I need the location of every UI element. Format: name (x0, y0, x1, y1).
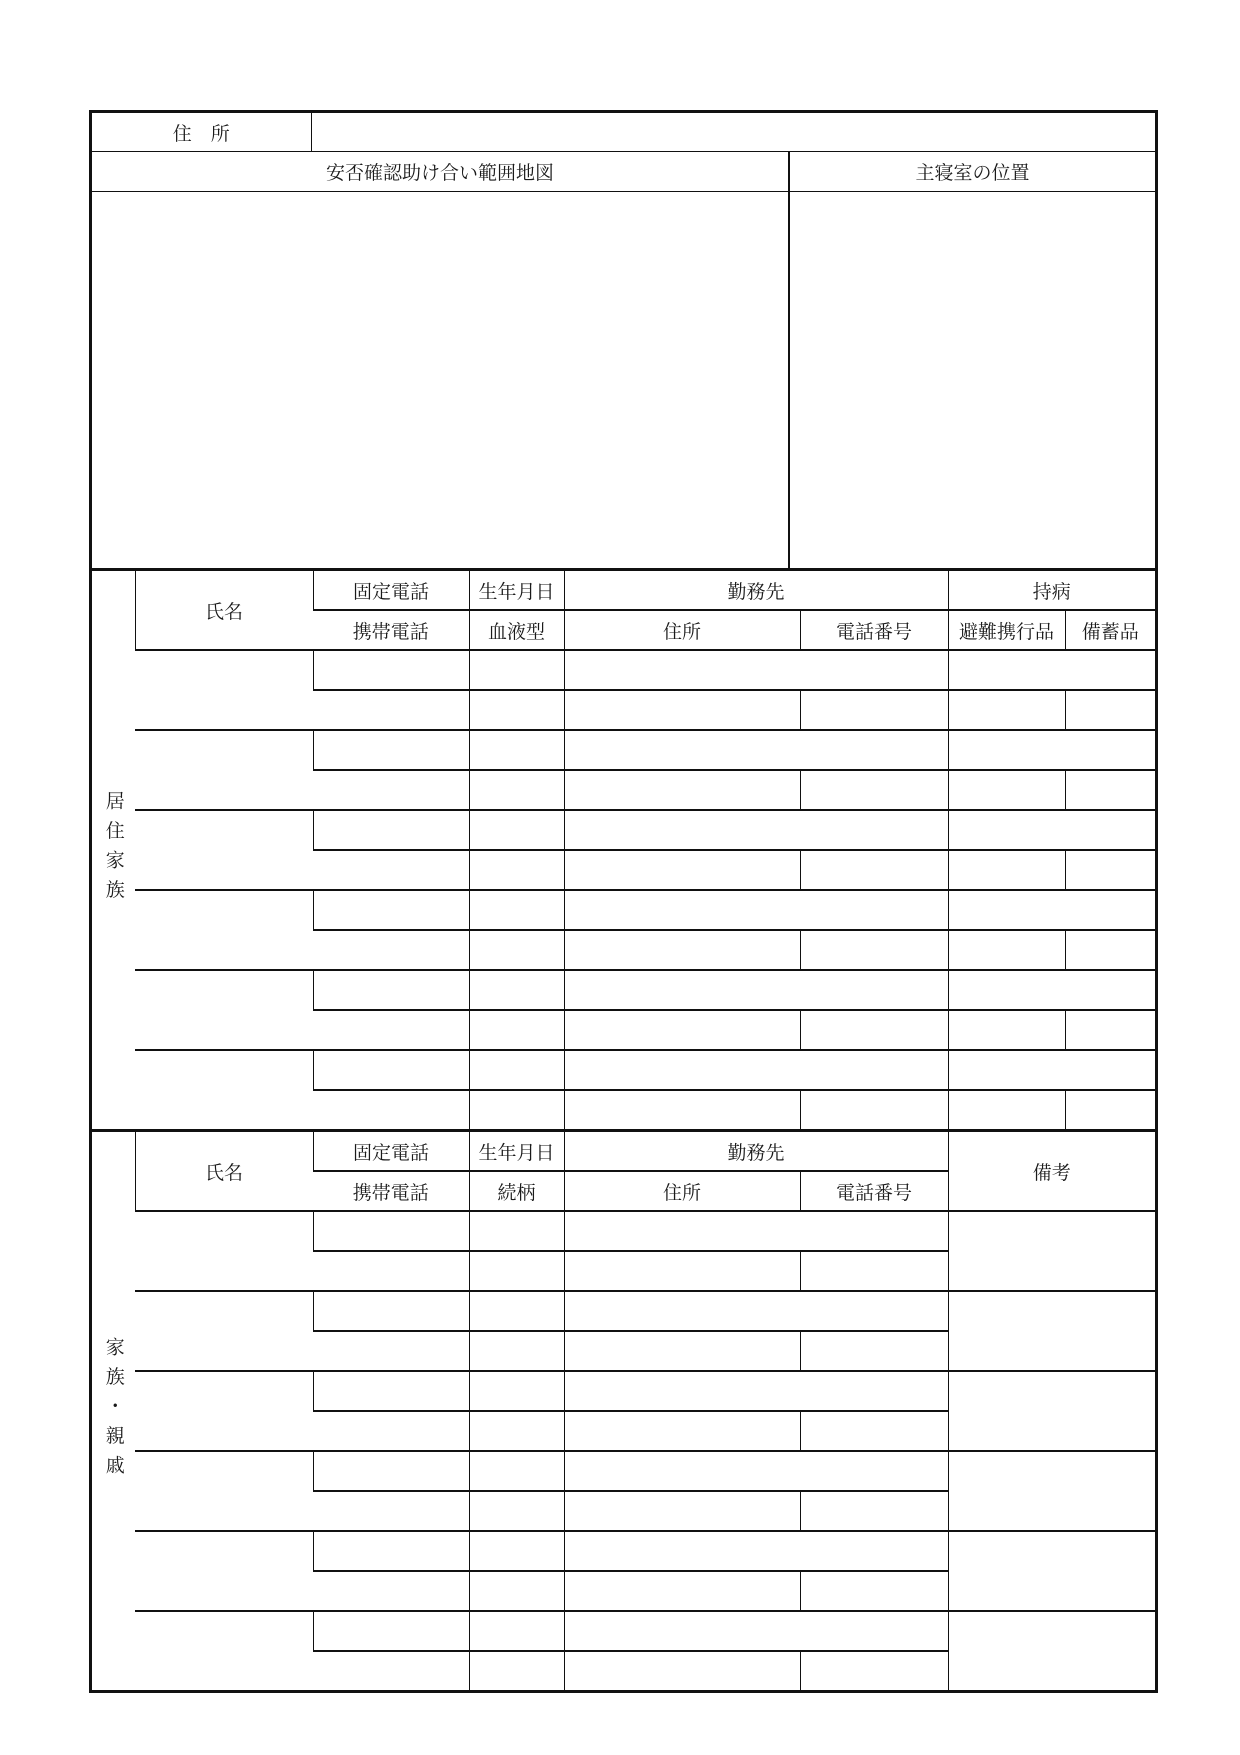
resident-mobile-cell (313, 690, 469, 730)
relative-relationship-cell (469, 1491, 564, 1531)
resident-header-bloodtype: 血液型 (469, 610, 564, 650)
relative-work-phone-cell (800, 1251, 948, 1291)
relative-mobile-cell (313, 1571, 469, 1611)
relative-work-address-cell (564, 1491, 800, 1531)
relative-name-cell (135, 1211, 313, 1291)
relative-name-cell (135, 1371, 313, 1451)
resident-header-workplace: 勤務先 (564, 570, 948, 611)
resident-illness-cell (948, 1050, 1155, 1090)
relative-relationship-cell (469, 1651, 564, 1690)
relative-workplace-name-cell (564, 1451, 948, 1491)
resident-header-landline: 固定電話 (313, 570, 469, 611)
resident-workplace-name-cell (564, 650, 948, 690)
resident-landline-cell (313, 730, 469, 770)
bedroom-location-box (789, 192, 1155, 569)
address-value-cell (311, 113, 1155, 151)
relative-work-address-cell (564, 1251, 800, 1291)
relative-work-phone-cell (800, 1651, 948, 1690)
resident-birthdate-cell (469, 890, 564, 930)
resident-mobile-cell (313, 770, 469, 810)
relatives-table (92, 1129, 1155, 1690)
relative-birthdate-cell (469, 1291, 564, 1331)
relative-remarks-cell (948, 1211, 1155, 1291)
resident-stockpile-cell (1065, 850, 1155, 890)
relative-workplace-name-cell (564, 1371, 948, 1411)
address-label: 住 所 (172, 123, 230, 145)
resident-work-address-cell (564, 690, 800, 730)
resident-work-address-cell (564, 930, 800, 970)
relative-work-address-cell (564, 1331, 800, 1371)
resident-name-cell (135, 730, 313, 810)
resident-birthdate-cell (469, 650, 564, 690)
relative-remarks-cell (948, 1531, 1155, 1611)
relative-mobile-cell (313, 1331, 469, 1371)
resident-evacuation-items-cell (948, 850, 1065, 890)
address-row-table (92, 113, 1155, 151)
resident-workplace-name-cell (564, 730, 948, 770)
resident-name-cell (135, 1050, 313, 1129)
relatives-header-birthdate: 生年月日 (469, 1131, 564, 1172)
resident-work-phone-cell (800, 690, 948, 730)
relative-relationship-cell (469, 1411, 564, 1451)
relatives-header-work-phone: 電話番号 (800, 1171, 948, 1211)
relative-relationship-cell (469, 1251, 564, 1291)
relatives-header-relationship: 続柄 (469, 1171, 564, 1211)
resident-mobile-cell (313, 930, 469, 970)
relative-name-cell (135, 1531, 313, 1611)
safety-map-header: 安否確認助け合い範囲地図 (92, 152, 789, 192)
relative-name-cell (135, 1291, 313, 1371)
resident-illness-cell (948, 890, 1155, 930)
resident-name-cell (135, 890, 313, 970)
resident-header-birthdate: 生年月日 (469, 570, 564, 611)
resident-workplace-name-cell (564, 890, 948, 930)
resident-birthdate-cell (469, 730, 564, 770)
relative-remarks-cell (948, 1611, 1155, 1690)
relative-birthdate-cell (469, 1211, 564, 1251)
resident-evacuation-items-cell (948, 1090, 1065, 1129)
relative-work-address-cell (564, 1411, 800, 1451)
resident-work-phone-cell (800, 930, 948, 970)
relative-landline-cell (313, 1291, 469, 1331)
relative-landline-cell (313, 1611, 469, 1651)
resident-stockpile-cell (1065, 770, 1155, 810)
resident-evacuation-items-cell (948, 930, 1065, 970)
relatives-header-work-address: 住所 (564, 1171, 800, 1211)
relative-remarks-cell (948, 1451, 1155, 1531)
resident-stockpile-cell (1065, 1010, 1155, 1050)
resident-bloodtype-cell (469, 1010, 564, 1050)
relative-workplace-name-cell (564, 1211, 948, 1251)
resident-bloodtype-cell (469, 930, 564, 970)
relative-mobile-cell (313, 1411, 469, 1451)
relative-work-address-cell (564, 1571, 800, 1611)
resident-work-phone-cell (800, 770, 948, 810)
resident-name-cell (135, 650, 313, 730)
relative-landline-cell (313, 1371, 469, 1411)
resident-work-phone-cell (800, 850, 948, 890)
resident-bloodtype-cell (469, 1090, 564, 1129)
resident-evacuation-items-cell (948, 690, 1065, 730)
resident-mobile-cell (313, 850, 469, 890)
resident-birthdate-cell (469, 970, 564, 1010)
resident-illness-cell (948, 650, 1155, 690)
relative-birthdate-cell (469, 1451, 564, 1491)
resident-header-illness: 持病 (948, 570, 1155, 611)
relative-remarks-cell (948, 1371, 1155, 1451)
relative-work-phone-cell (800, 1331, 948, 1371)
relative-relationship-cell (469, 1571, 564, 1611)
resident-section-label: 居住家族 (92, 570, 135, 1130)
resident-birthdate-cell (469, 810, 564, 850)
relative-workplace-name-cell (564, 1531, 948, 1571)
resident-header-work-phone: 電話番号 (800, 610, 948, 650)
resident-work-address-cell (564, 1090, 800, 1129)
resident-work-phone-cell (800, 1090, 948, 1129)
resident-landline-cell (313, 650, 469, 690)
relatives-header-landline: 固定電話 (313, 1131, 469, 1172)
resident-landline-cell (313, 810, 469, 850)
relatives-section-label: 家族・親戚 (92, 1131, 135, 1691)
relative-workplace-name-cell (564, 1611, 948, 1651)
relative-work-phone-cell (800, 1491, 948, 1531)
relative-work-phone-cell (800, 1571, 948, 1611)
relative-birthdate-cell (469, 1531, 564, 1571)
resident-work-phone-cell (800, 1010, 948, 1050)
resident-workplace-name-cell (564, 970, 948, 1010)
resident-birthdate-cell (469, 1050, 564, 1090)
relative-relationship-cell (469, 1331, 564, 1371)
relatives-header-mobile: 携帯電話 (313, 1171, 469, 1211)
safety-map-box (92, 192, 789, 569)
resident-header-mobile: 携帯電話 (313, 610, 469, 650)
relative-landline-cell (313, 1451, 469, 1491)
resident-stockpile-cell (1065, 930, 1155, 970)
relative-birthdate-cell (469, 1611, 564, 1651)
resident-evacuation-items-cell (948, 1010, 1065, 1050)
resident-landline-cell (313, 890, 469, 930)
resident-work-address-cell (564, 770, 800, 810)
resident-header-work-address: 住所 (564, 610, 800, 650)
resident-header-name: 氏名 (135, 570, 313, 651)
relatives-header-remarks: 備考 (948, 1131, 1155, 1212)
resident-landline-cell (313, 1050, 469, 1090)
resident-work-address-cell (564, 1010, 800, 1050)
resident-name-cell (135, 970, 313, 1050)
relative-name-cell (135, 1611, 313, 1690)
relative-birthdate-cell (469, 1371, 564, 1411)
resident-workplace-name-cell (564, 1050, 948, 1090)
resident-header-evacuation-items: 避難携行品 (948, 610, 1065, 650)
resident-evacuation-items-cell (948, 770, 1065, 810)
relative-mobile-cell (313, 1251, 469, 1291)
resident-illness-cell (948, 810, 1155, 850)
relatives-header-name: 氏名 (135, 1131, 313, 1212)
resident-stockpile-cell (1065, 690, 1155, 730)
resident-stockpile-cell (1065, 1090, 1155, 1129)
relative-mobile-cell (313, 1491, 469, 1531)
map-section-table (92, 151, 1155, 568)
resident-mobile-cell (313, 1090, 469, 1129)
relative-landline-cell (313, 1531, 469, 1571)
family-emergency-form (89, 110, 1158, 1693)
relative-work-phone-cell (800, 1411, 948, 1451)
relative-mobile-cell (313, 1651, 469, 1690)
resident-work-address-cell (564, 850, 800, 890)
resident-workplace-name-cell (564, 810, 948, 850)
relatives-header-workplace: 勤務先 (564, 1131, 948, 1172)
resident-bloodtype-cell (469, 850, 564, 890)
relative-remarks-cell (948, 1291, 1155, 1371)
resident-header-stockpile: 備蓄品 (1065, 610, 1155, 650)
resident-mobile-cell (313, 1010, 469, 1050)
resident-bloodtype-cell (469, 690, 564, 730)
relative-workplace-name-cell (564, 1291, 948, 1331)
resident-bloodtype-cell (469, 770, 564, 810)
resident-landline-cell (313, 970, 469, 1010)
bedroom-location-header: 主寝室の位置 (789, 152, 1155, 192)
resident-illness-cell (948, 970, 1155, 1010)
resident-name-cell (135, 810, 313, 890)
resident-family-table (92, 568, 1155, 1129)
relative-landline-cell (313, 1211, 469, 1251)
relative-work-address-cell (564, 1651, 800, 1690)
resident-illness-cell (948, 730, 1155, 770)
relative-name-cell (135, 1451, 313, 1531)
